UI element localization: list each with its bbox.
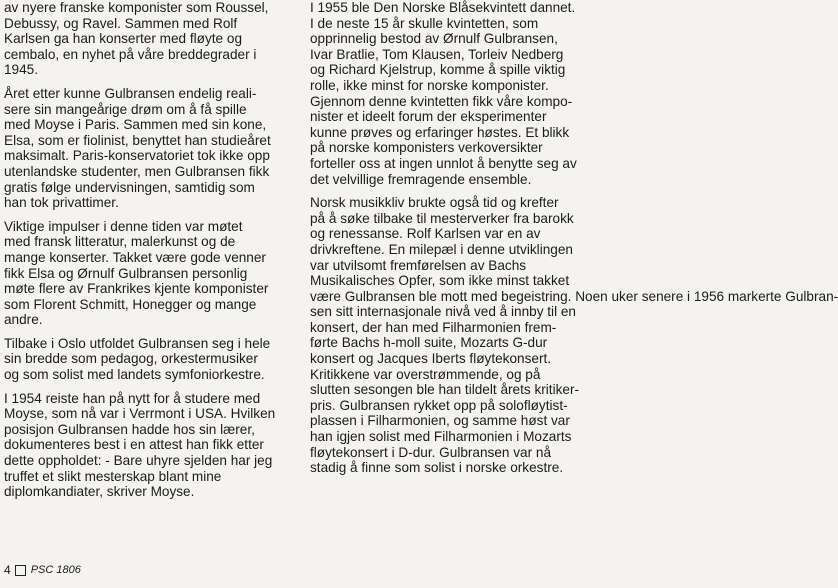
text-line: andre.	[4, 312, 43, 328]
text-line: fikk Elsa og Ørnulf Gulbransen personlig	[4, 265, 248, 281]
paragraph	[310, 195, 838, 476]
left-column	[4, 0, 293, 508]
page-number: 4	[4, 563, 11, 577]
text-line: og Richard Kjelstrup, komme å spille viktig	[310, 62, 566, 78]
text-line: dokumenteres best i en attest han fikk etter	[4, 437, 264, 453]
square-icon	[15, 565, 26, 576]
text-line: opprinnelig bestod av Ørnulf Gulbransen,	[310, 31, 558, 47]
text-line: med fransk litteratur, malerkunst og de	[4, 234, 236, 250]
text-line: sin bredde som pedagog, orkestermusiker	[4, 351, 258, 367]
text-line: Karlsen ga han konserter med fløyte og	[4, 31, 243, 47]
text-line: plassen i Filharmonien, og samme høst var	[310, 413, 570, 429]
text-line: Elsa, som er fiolinist, benyttet han studieåret	[4, 132, 271, 148]
text-line: dette oppholdet: - Bare uhyre sjelden har jeg	[4, 453, 273, 469]
text-line: førte Bachs h-moll suite, Mozarts G-dur	[310, 335, 548, 351]
text-line: Viktige impulser i denne tiden var møtet	[4, 218, 243, 234]
text-line: og renessanse. Rolf Karlsen var en av	[310, 226, 541, 242]
text-line: som Florent Schmitt, Honegger og mange	[4, 296, 257, 312]
text-line: maksimalt. Paris-konservatoriet tok ikke opp	[4, 148, 270, 164]
paragraph	[4, 391, 293, 500]
text-line: og som solist med landets symfoniorkestre.	[4, 367, 265, 383]
text-line: han igjen solist med Filharmonien i Mozarts	[310, 429, 572, 445]
text-line: møte flere av Frankrikes kjente komponister	[4, 281, 269, 297]
text-line: drivkreftene. En milepæl i denne utviklingen	[310, 241, 573, 257]
text-line: Året etter kunne Gulbransen endelig reali-	[4, 85, 257, 101]
page-footer	[4, 563, 81, 577]
text-line: Norsk musikkliv brukte også tid og krefter	[310, 195, 559, 211]
text-line: Gjennom denne kvintetten fikk våre kompo-	[310, 93, 573, 109]
text-line: Musikalisches Opfer, som ikke minst takket	[310, 273, 570, 289]
text-line: var utvilsomt fremførelsen av Bachs	[310, 257, 527, 273]
paragraph	[4, 0, 293, 78]
paragraph	[4, 219, 293, 328]
text-line: med Moyse i Paris. Sammen med sin kone,	[4, 117, 267, 133]
text-line: forteller oss at ingen unnlot å benytte seg av	[310, 155, 577, 171]
text-line: han tok privattimer.	[4, 195, 119, 211]
paragraph	[310, 0, 598, 187]
text-line: kunne prøves og erfaringer høstes. Et blikk	[310, 124, 570, 140]
text-line: sere sin mangeårige drøm om å få spille	[4, 101, 247, 117]
text-line: konsert og Jacques Iberts fløytekonsert.	[310, 351, 552, 367]
text-line: posisjon Gulbransen hadde hos sin lærer,	[4, 421, 255, 437]
text-line: sen sitt internasjonale nivå ved å innby til en	[310, 304, 576, 320]
text-line: cembalo, en nyhet på våre breddegrader i	[4, 46, 257, 62]
text-line: I 1954 reiste han på nytt for å studere med	[4, 390, 261, 406]
text-line: det velvillige fremragende ensemble.	[310, 171, 532, 187]
text-line: Tilbake i Oslo utfoldet Gulbransen seg i hele	[4, 335, 271, 351]
text-line: nister et ideelt forum der eksperimenter	[310, 109, 547, 125]
text-line: Moyse, som nå var i Verrmont i USA. Hvilken	[4, 406, 276, 422]
text-line: Debussy, og Ravel. Sammen med Rolf	[4, 15, 238, 31]
text-line: konsert, der han med Filharmonien frem-	[310, 319, 557, 335]
text-line: diplomkandiater, skriver Moyse.	[4, 484, 195, 500]
text-line: 1945.	[4, 62, 39, 78]
text-line: utenlandske studenter, men Gulbransen fikk	[4, 163, 270, 179]
paragraph	[4, 86, 293, 211]
text-line: fløytekonsert i D-dur. Gulbransen var nå	[310, 444, 552, 460]
text-line: Kritikkene var overstrømmende, og på	[310, 366, 541, 382]
text-line: være Gulbransen ble mott med begeistring. Noen uker senere i 1956 markerte Gulbran-	[310, 288, 838, 304]
text-line: på å søke tilbake til mesterverker fra barokk	[310, 210, 574, 226]
text-line: I 1955 ble Den Norske Blåsekvintett dannet.	[310, 0, 576, 15]
text-line: av nyere franske komponister som Roussel,	[4, 0, 269, 15]
right-column	[310, 0, 838, 484]
text-line: mange konserter. Takket være gode venner	[4, 249, 266, 265]
text-line: I de neste 15 år skulle kvintetten, som	[310, 15, 539, 31]
paragraph	[4, 336, 293, 383]
text-line: stadig å finne som solist i norske orkestre.	[310, 460, 564, 476]
text-line: truffet et slikt mesterskap blant mine	[4, 468, 222, 484]
text-line: slutten sesongen ble han tildelt årets kritiker-	[310, 382, 579, 398]
text-line: Ivar Bratlie, Tom Klausen, Torleiv Nedberg	[310, 46, 564, 62]
catalog-number: PSC 1806	[30, 564, 81, 576]
text-line: pris. Gulbransen rykket opp på solofløytist-	[310, 397, 568, 413]
text-line: på norske komponisters verkoversikter	[310, 140, 543, 156]
text-line: gratis følge undervisningen, samtidig som	[4, 179, 255, 195]
text-line: rolle, ikke minst for norske komponister.	[310, 77, 549, 93]
